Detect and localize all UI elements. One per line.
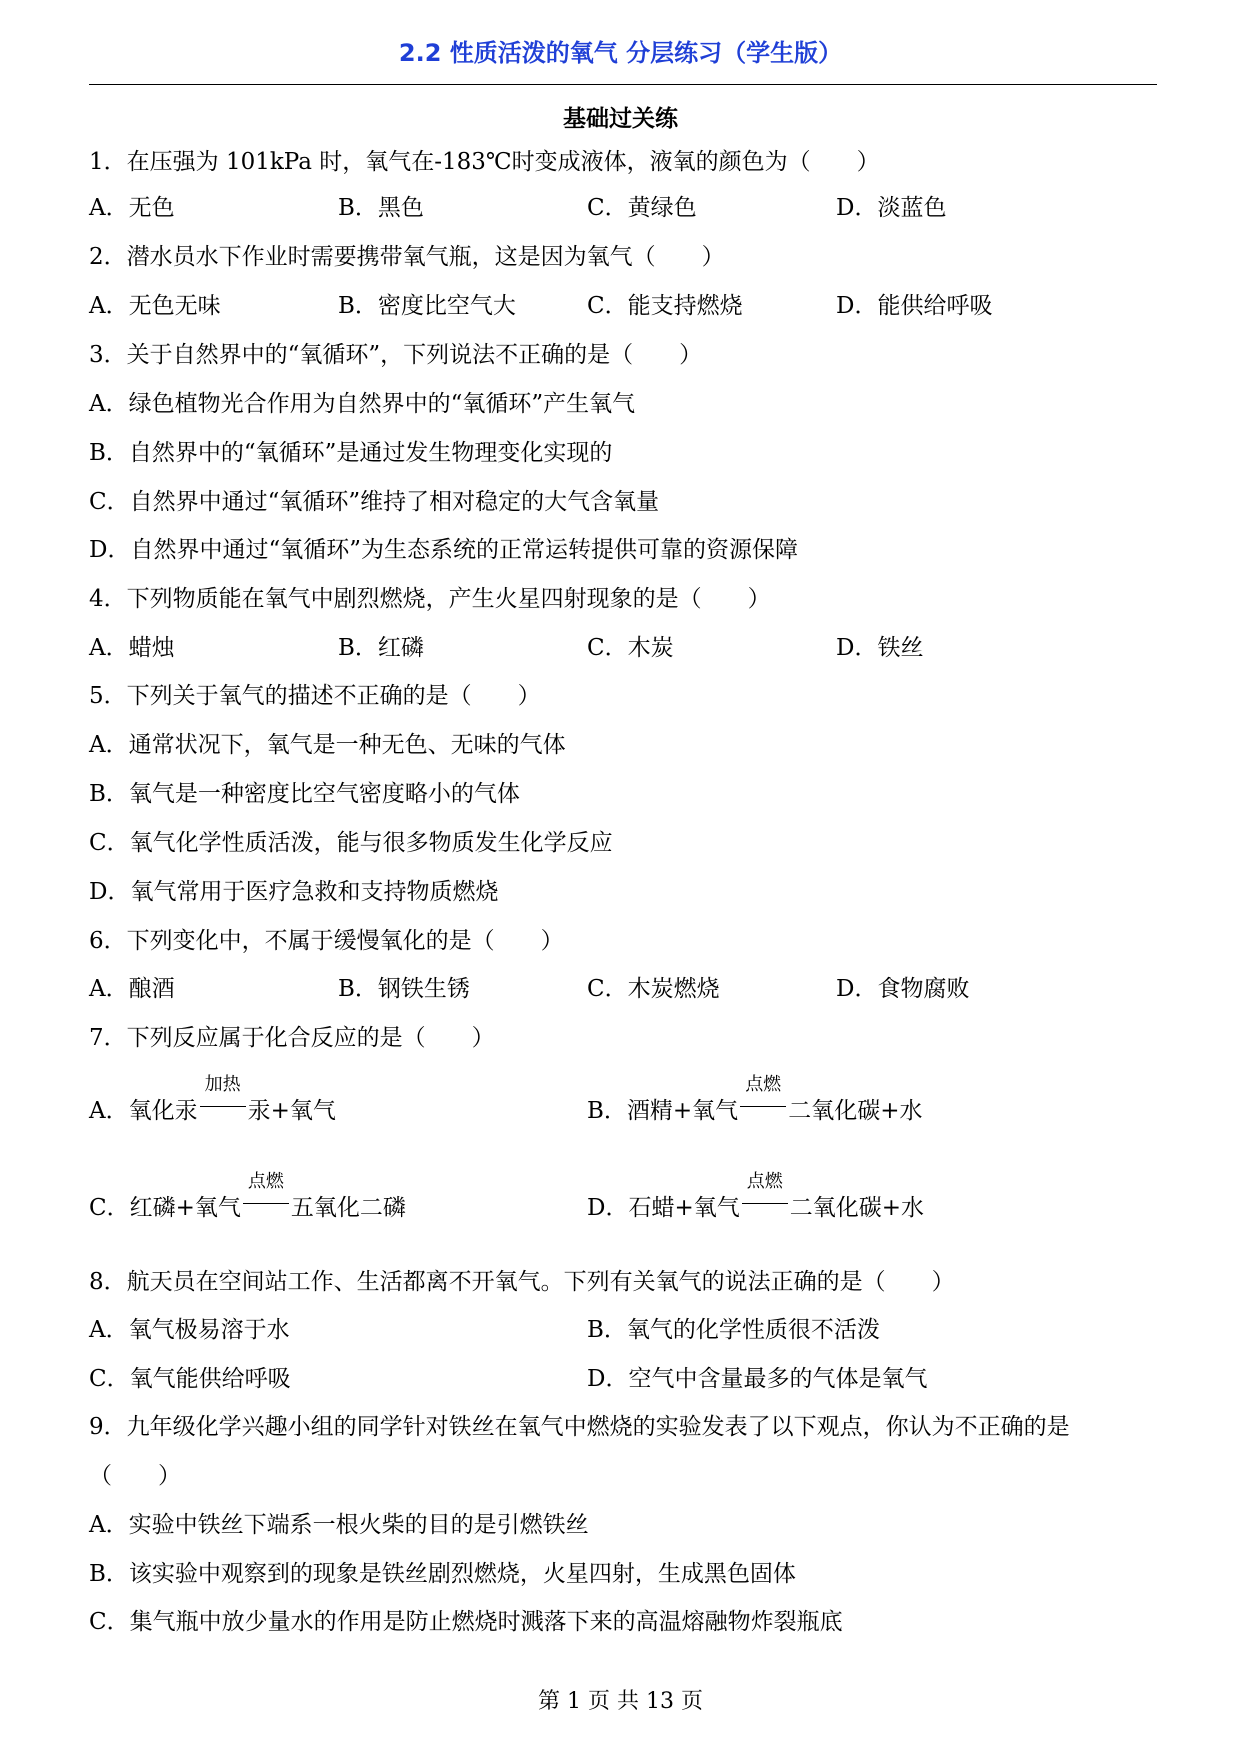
reaction-arrow: [243, 1171, 289, 1223]
products: 五氧化二磷: [290, 1195, 406, 1221]
question-5-option-c: C．氧气化学性质活泼，能与很多物质发生化学反应: [89, 830, 613, 856]
question-8-option-d: D．空气中含量最多的气体是氧气: [587, 1366, 928, 1392]
reaction-condition: 点燃: [746, 1171, 783, 1192]
reaction-arrow: [200, 1074, 246, 1126]
question-9-option-c: C．集气瓶中放少量水的作用是防止燃烧时溅落下来的高温熔融物炸裂瓶底: [89, 1609, 843, 1635]
question-1-option-d: D．淡蓝色: [836, 195, 947, 221]
question-1-stem: 1．在压强为 101kPa 时，氧气在-183℃时变成液体，液氧的颜色为（ ）: [89, 149, 880, 175]
question-5-stem: 5．下列关于氧气的描述不正确的是（ ）: [89, 683, 541, 709]
question-2-option-d: D．能供给呼吸: [836, 293, 993, 319]
products: 汞+氧气: [247, 1098, 336, 1124]
question-8-stem: 8．航天员在空间站工作、生活都离不开氧气。下列有关氧气的说法正确的是（ ）: [89, 1269, 955, 1295]
question-1-option-b: B．黑色: [338, 195, 424, 221]
option-label: D．: [587, 1195, 629, 1221]
reaction-line: [742, 1203, 788, 1204]
question-4-option-d: D．铁丝: [836, 635, 924, 661]
option-label: C．: [89, 1195, 130, 1221]
question-2-option-b: B．密度比空气大: [338, 293, 516, 319]
reaction-arrow: [740, 1074, 786, 1126]
question-7-option-b: [587, 1074, 923, 1126]
question-1-option-c: C．黄绿色: [587, 195, 697, 221]
question-9-stem-cont: （ ）: [89, 1463, 181, 1489]
reactants: 氧化汞: [128, 1098, 198, 1124]
question-2-option-a: A．无色无味: [89, 293, 221, 319]
question-3-stem: 3．关于自然界中的“氧循环”，下列说法不正确的是（ ）: [89, 342, 703, 368]
products: 二氧化碳+水: [788, 1098, 923, 1124]
question-7-option-a: [89, 1074, 336, 1126]
question-6-option-c: C．木炭燃烧: [587, 976, 720, 1002]
question-1-option-a: A．无色: [89, 195, 175, 221]
question-8-option-b: B．氧气的化学性质很不活泼: [587, 1317, 880, 1343]
reaction-line: [740, 1106, 786, 1107]
reactants: 酒精+氧气: [626, 1098, 739, 1124]
question-9-stem: 9．九年级化学兴趣小组的同学针对铁丝在氧气中燃烧的实验发表了以下观点，你认为不正确的是: [89, 1414, 1070, 1440]
option-label: A．: [89, 1098, 129, 1124]
question-9-option-b: B．该实验中观察到的现象是铁丝剧烈燃烧，火星四射，生成黑色固体: [89, 1561, 796, 1587]
question-3-option-c: C．自然界中通过“氧循环”维持了相对稳定的大气含氧量: [89, 489, 660, 515]
question-2-option-c: C．能支持燃烧: [587, 293, 743, 319]
page-title: 2.2 性质活泼的氧气 分层练习（学生版）: [398, 39, 843, 67]
page-number: 第 1 页 共 13 页: [538, 1689, 703, 1714]
question-4-stem: 4．下列物质能在氧气中剧烈燃烧，产生火星四射现象的是（ ）: [89, 586, 771, 612]
question-6-stem: 6．下列变化中，不属于缓慢氧化的是（ ）: [89, 928, 564, 954]
question-5-option-d: D．氧气常用于医疗急救和支持物质燃烧: [89, 879, 499, 905]
reactants: 石蜡+氧气: [628, 1195, 740, 1221]
reaction-condition: 加热: [204, 1074, 241, 1095]
question-9-option-a: A．实验中铁丝下端系一根火柴的目的是引燃铁丝: [89, 1512, 589, 1538]
question-5-option-b: B．氧气是一种密度比空气密度略小的气体: [89, 781, 520, 807]
reaction-line: [200, 1106, 246, 1107]
reactants: 红磷+氧气: [129, 1195, 241, 1221]
question-3-option-b: B．自然界中的“氧循环”是通过发生物理变化实现的: [89, 440, 613, 466]
question-3-option-d: D．自然界中通过“氧循环”为生态系统的正常运转提供可靠的资源保障: [89, 537, 798, 563]
reaction-condition: 点燃: [745, 1074, 782, 1095]
question-2-stem: 2．潜水员水下作业时需要携带氧气瓶，这是因为氧气（ ）: [89, 244, 725, 270]
header-divider: [89, 84, 1157, 85]
reaction-condition: 点燃: [247, 1171, 284, 1192]
question-8-option-a: A．氧气极易溶于水: [89, 1317, 290, 1343]
option-label: B．: [587, 1098, 627, 1124]
question-7-stem: 7．下列反应属于化合反应的是（ ）: [89, 1025, 495, 1051]
section-title: 基础过关练: [563, 106, 678, 132]
question-3-option-a: A．绿色植物光合作用为自然界中的“氧循环”产生氧气: [89, 391, 636, 417]
products: 二氧化碳+水: [789, 1195, 925, 1221]
question-4-option-c: C．木炭: [587, 635, 674, 661]
question-4-option-b: B．红磷: [338, 635, 424, 661]
question-6-option-a: A．酿酒: [89, 976, 175, 1002]
question-6-option-d: D．食物腐败: [836, 976, 970, 1002]
question-5-option-a: A．通常状况下，氧气是一种无色、无味的气体: [89, 732, 566, 758]
question-8-option-c: C．氧气能供给呼吸: [89, 1366, 291, 1392]
question-7-option-d: [587, 1171, 925, 1223]
reaction-line: [243, 1203, 289, 1204]
question-6-option-b: B．钢铁生锈: [338, 976, 470, 1002]
question-7-option-c: [89, 1171, 406, 1223]
question-4-option-a: A．蜡烛: [89, 635, 175, 661]
reaction-arrow: [742, 1171, 788, 1223]
